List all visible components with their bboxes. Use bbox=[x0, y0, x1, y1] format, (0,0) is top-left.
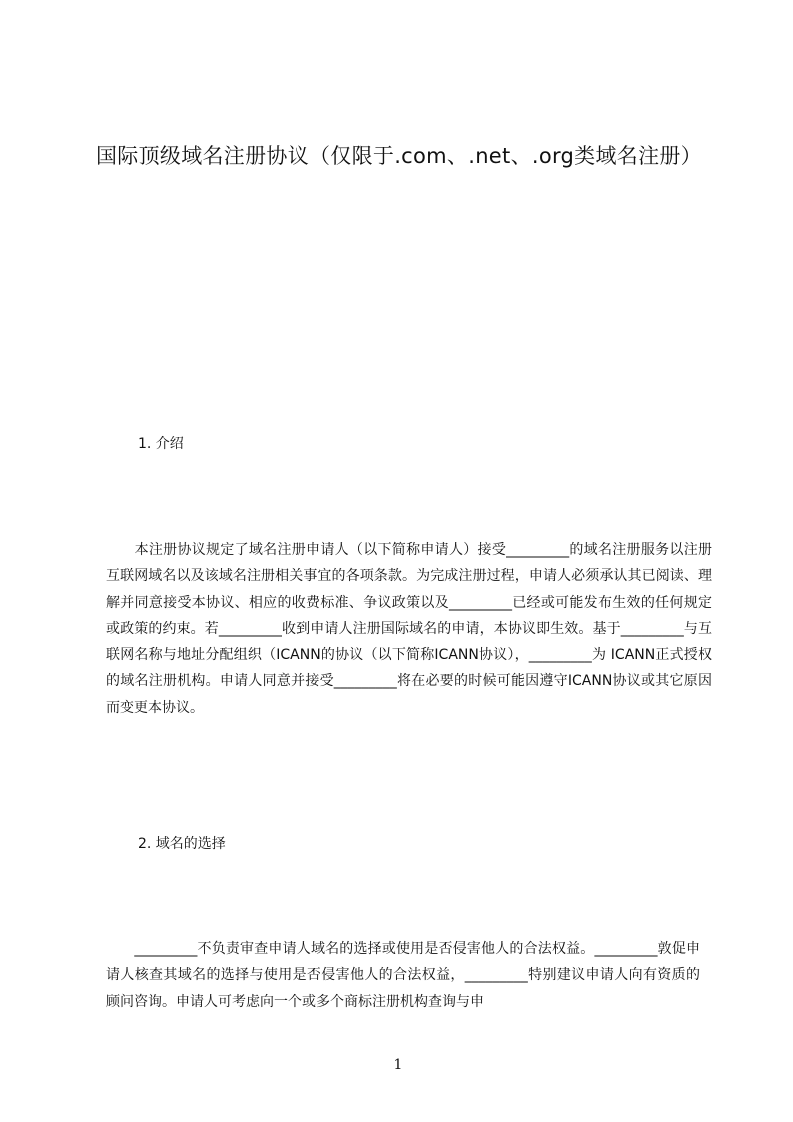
section-heading-introduction: 1. 介绍 bbox=[138, 436, 184, 452]
section-paragraph-domain-selection: _________不负责审查申请人域名的选择或使用是否侵害他人的合法权益。_________敦促申请人核查其域名的选择与使用是否侵害他人的合法权益，_________特别建议申请人向有资质的顾问咨询。申请人可考虑向一个或多个商标注册机构查询与申 bbox=[106, 941, 700, 1010]
section-paragraph-introduction: 本注册协议规定了域名注册申请人（以下简称申请人）接受_________的域名注册服务以注册互联网域名以及该域名注册相关事宜的各项条款。为完成注册过程，申请人必须承认其已阅读、理解并同意接受本协议、相应的收费标准、争议政策以及_________已经或可能发布生效的任何规定或政策的约束。若_________收到申请人注册国际域名的申请，本协议即生效。基于_________与互联网名称与地址分配组织（ICANN的协议（以下简称ICANN协议），_________为 ICANN正式授权的域名注册机构。申请人同意并接受_________将在必要的时候可能因遵守ICANN协议或其它原因而变更本协议。 bbox=[106, 542, 712, 716]
page-number: 1 bbox=[393, 1057, 403, 1073]
document-title: 国际顶级域名注册协议（仅限于.com、.net、.org类域名注册） bbox=[96, 144, 702, 168]
section-heading-domain-selection: 2. 域名的选择 bbox=[138, 836, 226, 852]
